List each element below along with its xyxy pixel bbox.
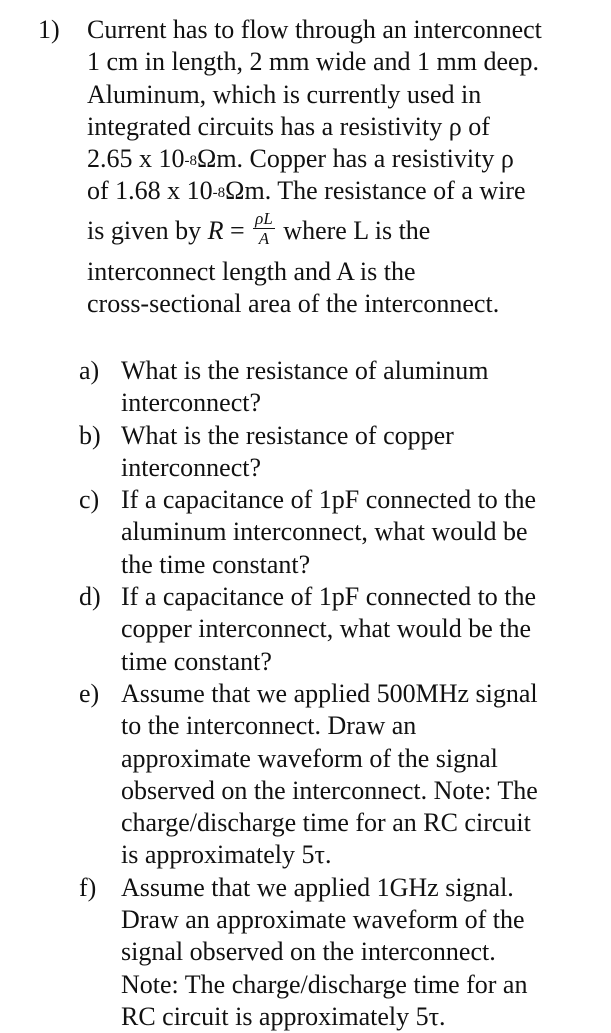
resistance-fraction bbox=[253, 210, 275, 247]
cu-unit-text: Ωm. The resistance of a wire bbox=[225, 176, 526, 206]
al-exponent: -8 bbox=[184, 153, 197, 170]
subquestion-label: f) bbox=[79, 872, 97, 902]
subquestion-e bbox=[79, 678, 599, 872]
resistance-formula-line bbox=[87, 200, 583, 262]
subquestion-label: d) bbox=[79, 582, 101, 612]
cu-exponent: -8 bbox=[212, 185, 226, 202]
subquestion-line: aluminum interconnect, what would be bbox=[121, 517, 528, 547]
subquestion-line: is approximately 5τ. bbox=[121, 840, 332, 870]
fraction-numerator: ρL bbox=[255, 209, 273, 229]
subquestion-line: the time constant? bbox=[121, 549, 311, 579]
subquestion-list bbox=[79, 355, 599, 1033]
subquestion-label: e) bbox=[79, 678, 100, 708]
subquestion-line: copper interconnect, what would be the bbox=[121, 614, 532, 644]
subquestion-line: What is the resistance of copper bbox=[121, 420, 454, 450]
cu-value: of 1.68 x 10 bbox=[87, 176, 213, 206]
subquestion-line: interconnect? bbox=[121, 452, 262, 482]
aluminum-resistivity-line bbox=[87, 143, 583, 175]
statement-line: Current has to flow through an interconnect bbox=[87, 15, 542, 44]
subquestion-line: RC circuit is approximately 5τ. bbox=[121, 1001, 446, 1031]
subquestion-label: b) bbox=[79, 420, 101, 450]
subquestion-label: a) bbox=[79, 356, 100, 385]
statement-line: cross-sectional area of the interconnect. bbox=[87, 289, 500, 319]
subquestion-line: What is the resistance of aluminum bbox=[121, 356, 489, 385]
subquestion-f bbox=[79, 872, 599, 1033]
statement-line: Aluminum, which is currently used in bbox=[87, 79, 482, 109]
problem-1 bbox=[38, 14, 598, 334]
formula-equals: = bbox=[223, 215, 252, 245]
subquestion-line: approximate waveform of the signal bbox=[121, 743, 498, 773]
subquestion-line: interconnect? bbox=[121, 388, 262, 418]
formula-prefix: is given by bbox=[87, 215, 208, 245]
statement-line: interconnect length and A is the bbox=[87, 256, 416, 286]
fraction-denominator: A bbox=[258, 229, 270, 249]
statement-line: integrated circuits has a resistivity ρ of bbox=[87, 111, 490, 141]
subquestion-b bbox=[79, 420, 599, 485]
subquestion-line: Draw an approximate waveform of the bbox=[121, 905, 525, 935]
formula-variable: R bbox=[207, 215, 224, 245]
problem-statement bbox=[87, 14, 583, 334]
subquestion-label: c) bbox=[79, 485, 100, 515]
subquestion-line: Assume that we applied 1GHz signal. bbox=[121, 872, 514, 902]
subquestion-line: to the interconnect. Draw an bbox=[121, 711, 417, 741]
statement-line: 1 cm in length, 2 mm wide and 1 mm deep. bbox=[87, 47, 540, 77]
subquestion-a bbox=[79, 355, 599, 420]
subquestion-line: time constant? bbox=[121, 646, 272, 676]
subquestion-line: Note: The charge/discharge time for an bbox=[121, 969, 528, 999]
subquestion-line: charge/discharge time for an RC circuit bbox=[121, 808, 531, 838]
subquestion-line: signal observed on the interconnect. bbox=[121, 937, 496, 967]
formula-suffix: where L is the bbox=[276, 215, 431, 245]
subquestion-line: Assume that we applied 500MHz signal bbox=[121, 678, 538, 708]
subquestion-c bbox=[79, 484, 599, 581]
subquestion-line: If a capacitance of 1pF connected to the bbox=[121, 582, 537, 612]
subquestion-d bbox=[79, 581, 599, 678]
subquestion-line: observed on the interconnect. Note: The bbox=[121, 775, 538, 805]
al-value: 2.65 x 10 bbox=[87, 144, 185, 174]
problem-number: 1) bbox=[38, 15, 60, 44]
al-unit-text: Ωm. Copper has a resistivity ρ bbox=[197, 144, 514, 174]
subquestion-line: If a capacitance of 1pF connected to the bbox=[121, 485, 537, 515]
